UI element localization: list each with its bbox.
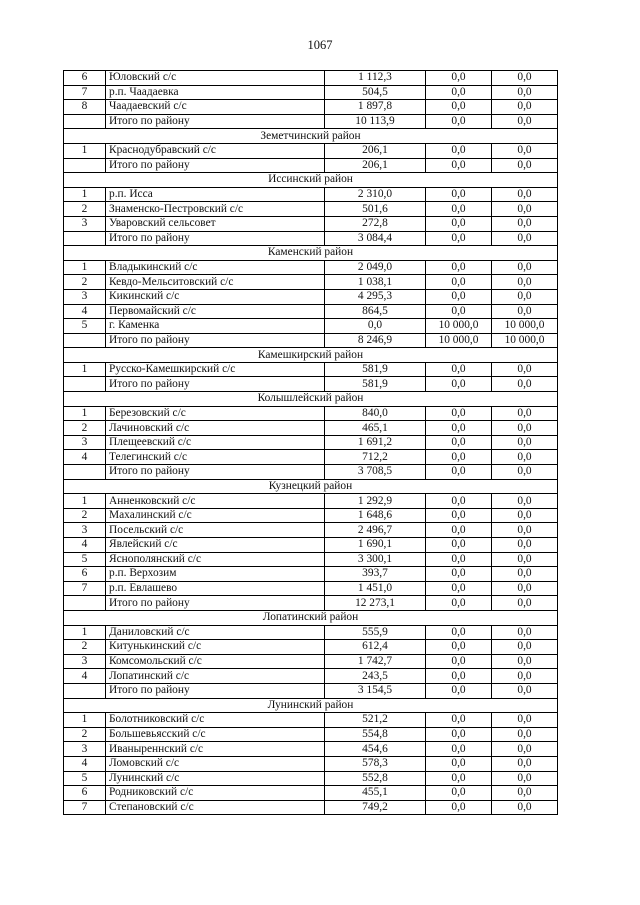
total-row (64, 158, 558, 173)
district-header-row (64, 348, 558, 363)
district-header-row (64, 246, 558, 261)
row-number: 4 (64, 669, 106, 684)
row-number: 6 (64, 567, 106, 582)
value-col-2: 0,0 (426, 377, 492, 392)
settlement-name: Родниковский с/с (106, 786, 325, 801)
table-row (64, 523, 558, 538)
value-col-1: 712,2 (325, 450, 426, 465)
value-col-1: 0,0 (325, 319, 426, 334)
page-number: 1067 (307, 38, 333, 52)
value-col-3: 0,0 (492, 143, 558, 158)
value-col-1: 1 691,2 (325, 435, 426, 450)
value-col-1: 465,1 (325, 421, 426, 436)
value-col-3: 0,0 (492, 771, 558, 786)
row-number (64, 114, 106, 129)
value-col-3: 0,0 (492, 231, 558, 246)
value-col-3: 0,0 (492, 508, 558, 523)
settlement-name: Березовский с/с (106, 406, 325, 421)
value-col-3: 0,0 (492, 640, 558, 655)
value-col-1: 4 295,3 (325, 289, 426, 304)
row-number: 4 (64, 756, 106, 771)
row-number: 3 (64, 216, 106, 231)
district-name: Иссинский район (64, 173, 558, 188)
value-col-1: 1 451,0 (325, 581, 426, 596)
table-row (64, 625, 558, 640)
table-row (64, 319, 558, 334)
settlement-name: Кикинский с/с (106, 289, 325, 304)
value-col-3: 0,0 (492, 523, 558, 538)
row-number: 1 (64, 260, 106, 275)
settlement-name: Первомайский с/с (106, 304, 325, 319)
value-col-2: 0,0 (426, 640, 492, 655)
settlement-name: Кевдо-Мельситовский с/с (106, 275, 325, 290)
value-col-3: 0,0 (492, 275, 558, 290)
row-number: 4 (64, 450, 106, 465)
value-col-3: 0,0 (492, 800, 558, 815)
table-row (64, 435, 558, 450)
table-row (64, 202, 558, 217)
total-label: Итого по району (106, 596, 325, 611)
value-col-1: 581,9 (325, 377, 426, 392)
row-number: 2 (64, 508, 106, 523)
settlement-name: Плещеевский с/с (106, 435, 325, 450)
value-col-3: 0,0 (492, 202, 558, 217)
value-col-3: 0,0 (492, 304, 558, 319)
value-col-2: 0,0 (426, 421, 492, 436)
value-col-2: 0,0 (426, 756, 492, 771)
table-row (64, 85, 558, 100)
value-col-2: 0,0 (426, 508, 492, 523)
row-number: 1 (64, 494, 106, 509)
value-col-1: 1 112,3 (325, 71, 426, 86)
value-col-1: 1 648,6 (325, 508, 426, 523)
value-col-3: 0,0 (492, 552, 558, 567)
value-col-2: 10 000,0 (426, 333, 492, 348)
settlement-name: Краснодубравский с/с (106, 143, 325, 158)
total-row (64, 465, 558, 480)
total-row (64, 377, 558, 392)
budget-table (63, 70, 558, 815)
row-number (64, 596, 106, 611)
settlement-name: Комсомольский с/с (106, 654, 325, 669)
table-row (64, 450, 558, 465)
settlement-name: Лачиновский с/с (106, 421, 325, 436)
value-col-2: 0,0 (426, 742, 492, 757)
value-col-3: 0,0 (492, 421, 558, 436)
value-col-2: 0,0 (426, 786, 492, 801)
value-col-1: 552,8 (325, 771, 426, 786)
settlement-name: Посельский с/с (106, 523, 325, 538)
value-col-3: 0,0 (492, 756, 558, 771)
value-col-1: 612,4 (325, 640, 426, 655)
value-col-2: 0,0 (426, 465, 492, 480)
total-row (64, 596, 558, 611)
row-number (64, 683, 106, 698)
value-col-2: 0,0 (426, 683, 492, 698)
value-col-3: 0,0 (492, 581, 558, 596)
row-number: 7 (64, 800, 106, 815)
total-label: Итого по району (106, 333, 325, 348)
value-col-2: 0,0 (426, 71, 492, 86)
value-col-3: 10 000,0 (492, 319, 558, 334)
value-col-1: 578,3 (325, 756, 426, 771)
value-col-1: 10 113,9 (325, 114, 426, 129)
settlement-name: Даниловский с/с (106, 625, 325, 640)
value-col-3: 0,0 (492, 362, 558, 377)
value-col-3: 0,0 (492, 114, 558, 129)
row-number: 2 (64, 275, 106, 290)
value-col-2: 0,0 (426, 727, 492, 742)
value-col-3: 0,0 (492, 71, 558, 86)
row-number: 1 (64, 362, 106, 377)
district-name: Колышлейский район (64, 392, 558, 407)
value-col-3: 0,0 (492, 742, 558, 757)
value-col-1: 864,5 (325, 304, 426, 319)
row-number: 4 (64, 538, 106, 553)
row-number: 2 (64, 421, 106, 436)
district-header-row (64, 698, 558, 713)
value-col-1: 501,6 (325, 202, 426, 217)
value-col-1: 2 049,0 (325, 260, 426, 275)
value-col-2: 0,0 (426, 494, 492, 509)
value-col-1: 504,5 (325, 85, 426, 100)
value-col-3: 0,0 (492, 377, 558, 392)
settlement-name: Степановский с/с (106, 800, 325, 815)
value-col-1: 2 496,7 (325, 523, 426, 538)
table-row (64, 713, 558, 728)
value-col-1: 554,8 (325, 727, 426, 742)
district-name: Каменский район (64, 246, 558, 261)
value-col-3: 0,0 (492, 713, 558, 728)
value-col-1: 206,1 (325, 143, 426, 158)
value-col-2: 0,0 (426, 143, 492, 158)
value-col-1: 1 897,8 (325, 100, 426, 115)
district-header-row (64, 392, 558, 407)
value-col-3: 0,0 (492, 435, 558, 450)
value-col-2: 0,0 (426, 216, 492, 231)
district-name: Лопатинский район (64, 610, 558, 625)
value-col-2: 0,0 (426, 654, 492, 669)
value-col-2: 0,0 (426, 187, 492, 202)
table-row (64, 771, 558, 786)
value-col-1: 555,9 (325, 625, 426, 640)
value-col-2: 0,0 (426, 362, 492, 377)
row-number: 3 (64, 654, 106, 669)
settlement-name: Телегинский с/с (106, 450, 325, 465)
row-number: 5 (64, 319, 106, 334)
table-row (64, 71, 558, 86)
row-number: 1 (64, 713, 106, 728)
row-number: 2 (64, 202, 106, 217)
table-row (64, 187, 558, 202)
row-number: 5 (64, 771, 106, 786)
row-number: 4 (64, 304, 106, 319)
table-row (64, 508, 558, 523)
value-col-1: 393,7 (325, 567, 426, 582)
value-col-1: 1 690,1 (325, 538, 426, 553)
value-col-3: 0,0 (492, 786, 558, 801)
table-row (64, 756, 558, 771)
settlement-name: Ломовский с/с (106, 756, 325, 771)
value-col-3: 0,0 (492, 465, 558, 480)
value-col-1: 3 708,5 (325, 465, 426, 480)
value-col-3: 0,0 (492, 494, 558, 509)
row-number: 1 (64, 143, 106, 158)
district-name: Лунинский район (64, 698, 558, 713)
value-col-3: 0,0 (492, 100, 558, 115)
value-col-2: 0,0 (426, 450, 492, 465)
settlement-name: р.п. Евлашево (106, 581, 325, 596)
value-col-2: 0,0 (426, 260, 492, 275)
value-col-3: 0,0 (492, 596, 558, 611)
value-col-1: 8 246,9 (325, 333, 426, 348)
total-row (64, 231, 558, 246)
table-row (64, 362, 558, 377)
value-col-2: 0,0 (426, 552, 492, 567)
settlement-name: Иваныреннский с/с (106, 742, 325, 757)
value-col-2: 0,0 (426, 523, 492, 538)
settlement-name: Анненковский с/с (106, 494, 325, 509)
table-row (64, 421, 558, 436)
value-col-2: 0,0 (426, 275, 492, 290)
value-col-1: 1 038,1 (325, 275, 426, 290)
value-col-1: 3 300,1 (325, 552, 426, 567)
settlement-name: Большевьясский с/с (106, 727, 325, 742)
table-row (64, 216, 558, 231)
value-col-2: 0,0 (426, 669, 492, 684)
table-row (64, 800, 558, 815)
settlement-name: Владыкинский с/с (106, 260, 325, 275)
value-col-3: 0,0 (492, 727, 558, 742)
district-header-row (64, 129, 558, 144)
total-row (64, 683, 558, 698)
row-number (64, 377, 106, 392)
value-col-2: 0,0 (426, 85, 492, 100)
value-col-3: 0,0 (492, 289, 558, 304)
row-number: 1 (64, 406, 106, 421)
value-col-1: 454,6 (325, 742, 426, 757)
row-number: 2 (64, 727, 106, 742)
row-number (64, 158, 106, 173)
total-label: Итого по району (106, 231, 325, 246)
value-col-3: 0,0 (492, 450, 558, 465)
district-name: Земетчинский район (64, 129, 558, 144)
settlement-name: Китунькинский с/с (106, 640, 325, 655)
settlement-name: Махалинский с/с (106, 508, 325, 523)
value-col-1: 2 310,0 (325, 187, 426, 202)
table-row (64, 406, 558, 421)
district-header-row (64, 173, 558, 188)
table-row (64, 552, 558, 567)
row-number: 3 (64, 742, 106, 757)
settlement-name: Болотниковский с/с (106, 713, 325, 728)
value-col-2: 0,0 (426, 304, 492, 319)
row-number: 3 (64, 523, 106, 538)
value-col-2: 0,0 (426, 596, 492, 611)
row-number: 2 (64, 640, 106, 655)
settlement-name: Русско-Камешкирский с/с (106, 362, 325, 377)
total-label: Итого по району (106, 377, 325, 392)
row-number: 7 (64, 85, 106, 100)
value-col-2: 0,0 (426, 567, 492, 582)
total-row (64, 333, 558, 348)
value-col-3: 0,0 (492, 625, 558, 640)
value-col-2: 0,0 (426, 800, 492, 815)
value-col-1: 521,2 (325, 713, 426, 728)
total-row (64, 114, 558, 129)
value-col-3: 0,0 (492, 654, 558, 669)
value-col-3: 0,0 (492, 187, 558, 202)
table-row (64, 100, 558, 115)
value-col-1: 749,2 (325, 800, 426, 815)
value-col-2: 0,0 (426, 406, 492, 421)
settlement-name: р.п. Чаадаевка (106, 85, 325, 100)
row-number: 1 (64, 187, 106, 202)
table-row (64, 727, 558, 742)
row-number (64, 465, 106, 480)
table-row (64, 742, 558, 757)
table-row (64, 567, 558, 582)
value-col-3: 0,0 (492, 406, 558, 421)
value-col-3: 0,0 (492, 683, 558, 698)
table-row (64, 143, 558, 158)
value-col-2: 0,0 (426, 435, 492, 450)
table-row (64, 654, 558, 669)
settlement-name: Яснополянский с/с (106, 552, 325, 567)
value-col-3: 0,0 (492, 567, 558, 582)
table-row (64, 275, 558, 290)
value-col-3: 0,0 (492, 158, 558, 173)
value-col-1: 840,0 (325, 406, 426, 421)
settlement-name: р.п. Исса (106, 187, 325, 202)
settlement-name: р.п. Верхозим (106, 567, 325, 582)
table-row (64, 494, 558, 509)
row-number (64, 333, 106, 348)
table-row (64, 669, 558, 684)
value-col-1: 243,5 (325, 669, 426, 684)
value-col-2: 0,0 (426, 538, 492, 553)
row-number: 1 (64, 625, 106, 640)
row-number: 3 (64, 289, 106, 304)
value-col-1: 206,1 (325, 158, 426, 173)
row-number: 5 (64, 552, 106, 567)
table-row (64, 260, 558, 275)
value-col-3: 10 000,0 (492, 333, 558, 348)
row-number (64, 231, 106, 246)
value-col-3: 0,0 (492, 216, 558, 231)
district-name: Кузнецкий район (64, 479, 558, 494)
district-name: Камешкирский район (64, 348, 558, 363)
table-body (64, 71, 558, 815)
value-col-1: 12 273,1 (325, 596, 426, 611)
row-number: 8 (64, 100, 106, 115)
row-number: 7 (64, 581, 106, 596)
table-row (64, 581, 558, 596)
row-number: 6 (64, 786, 106, 801)
row-number: 6 (64, 71, 106, 86)
settlement-name: Чаадаевский с/с (106, 100, 325, 115)
settlement-name: г. Каменка (106, 319, 325, 334)
value-col-2: 0,0 (426, 100, 492, 115)
district-header-row (64, 479, 558, 494)
value-col-2: 0,0 (426, 771, 492, 786)
row-number: 3 (64, 435, 106, 450)
value-col-3: 0,0 (492, 85, 558, 100)
table-row (64, 786, 558, 801)
value-col-2: 0,0 (426, 158, 492, 173)
value-col-2: 10 000,0 (426, 319, 492, 334)
value-col-2: 0,0 (426, 289, 492, 304)
table-row (64, 640, 558, 655)
settlement-name: Знаменско-Пестровский с/с (106, 202, 325, 217)
value-col-1: 455,1 (325, 786, 426, 801)
value-col-1: 3 154,5 (325, 683, 426, 698)
total-label: Итого по району (106, 114, 325, 129)
total-label: Итого по району (106, 158, 325, 173)
table-row (64, 289, 558, 304)
value-col-3: 0,0 (492, 260, 558, 275)
total-label: Итого по району (106, 683, 325, 698)
value-col-3: 0,0 (492, 669, 558, 684)
settlement-name: Уваровский сельсовет (106, 216, 325, 231)
total-label: Итого по району (106, 465, 325, 480)
settlement-name: Явлейский с/с (106, 538, 325, 553)
value-col-2: 0,0 (426, 231, 492, 246)
value-col-1: 272,8 (325, 216, 426, 231)
value-col-1: 1 742,7 (325, 654, 426, 669)
value-col-2: 0,0 (426, 202, 492, 217)
value-col-3: 0,0 (492, 538, 558, 553)
value-col-2: 0,0 (426, 114, 492, 129)
value-col-2: 0,0 (426, 581, 492, 596)
value-col-1: 3 084,4 (325, 231, 426, 246)
settlement-name: Лунинский с/с (106, 771, 325, 786)
table-row (64, 538, 558, 553)
value-col-1: 1 292,9 (325, 494, 426, 509)
table-row (64, 304, 558, 319)
value-col-2: 0,0 (426, 713, 492, 728)
settlement-name: Юловский с/с (106, 71, 325, 86)
settlement-name: Лопатинский с/с (106, 669, 325, 684)
district-header-row (64, 610, 558, 625)
value-col-2: 0,0 (426, 625, 492, 640)
value-col-1: 581,9 (325, 362, 426, 377)
